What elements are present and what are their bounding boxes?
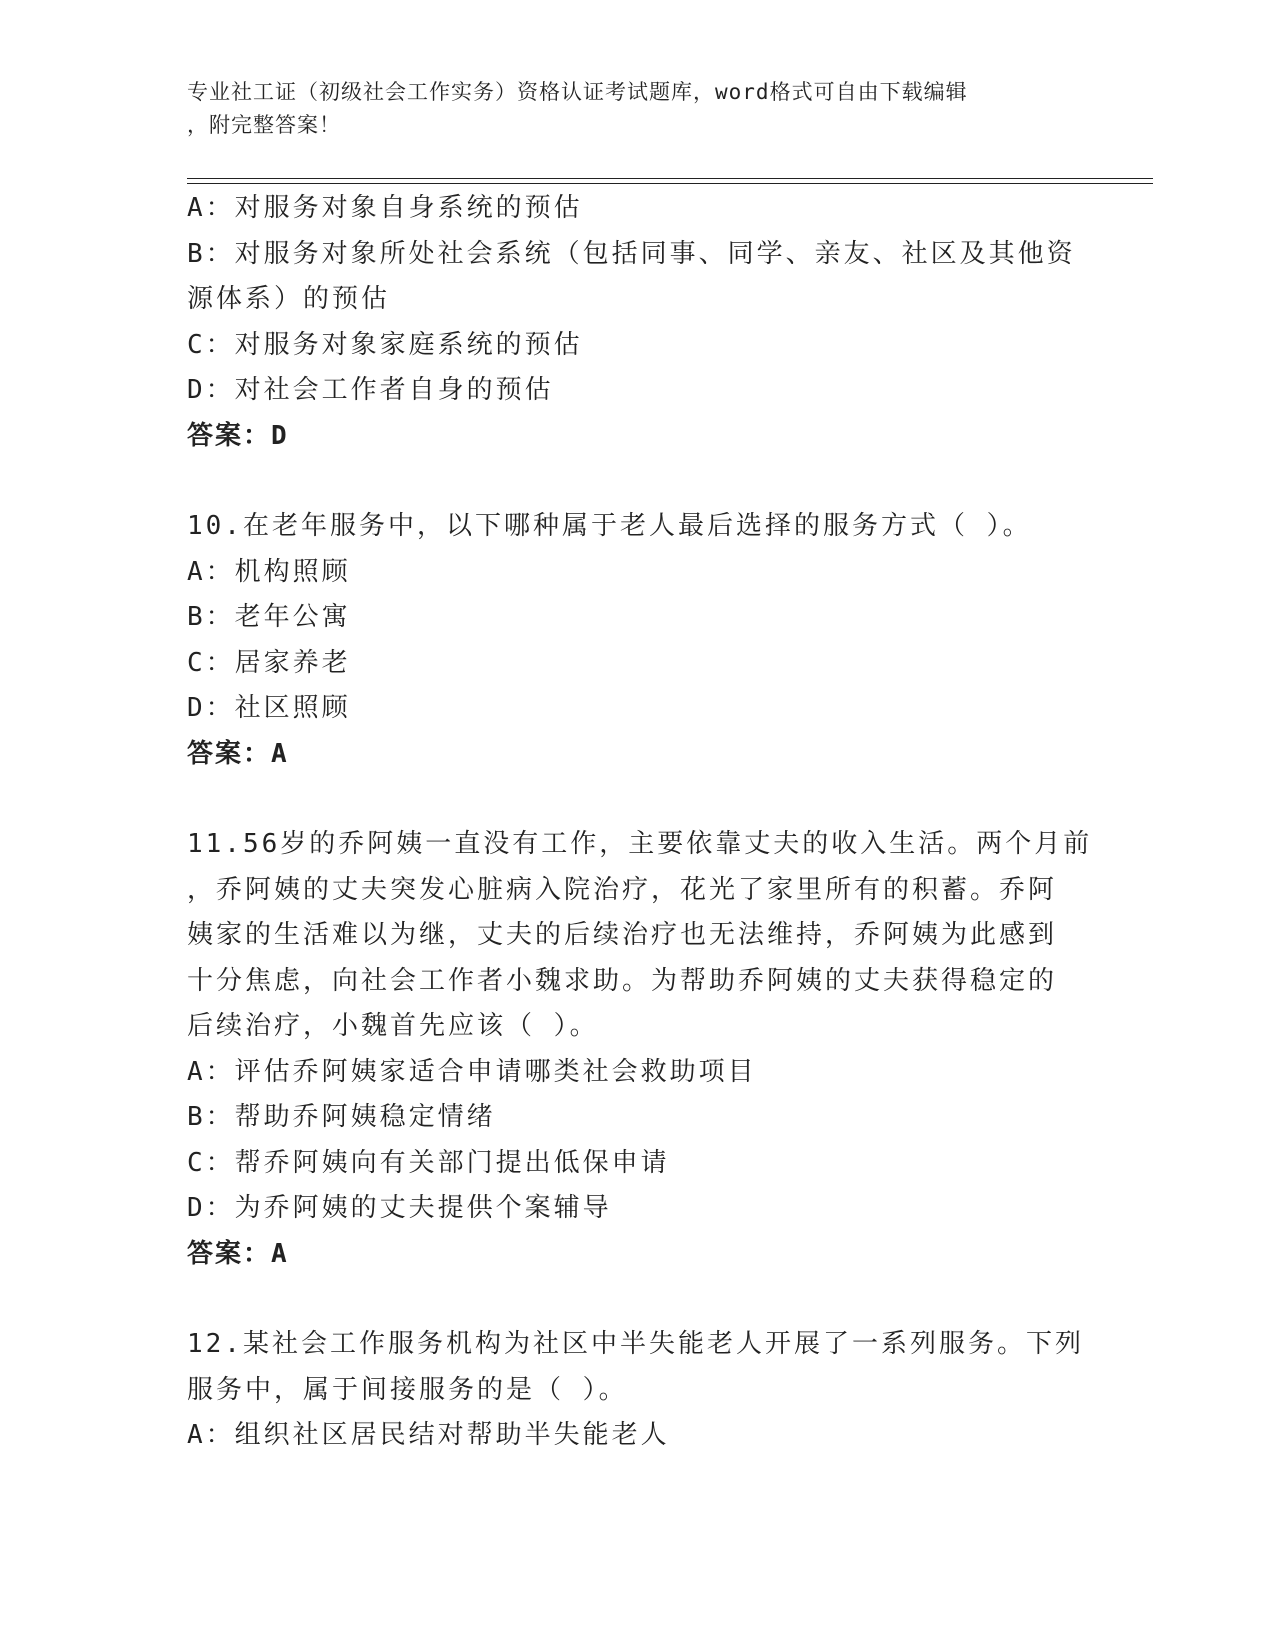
header-divider-bottom <box>187 183 1153 184</box>
option-b: B：帮助乔阿姨稳定情绪 <box>187 1102 496 1132</box>
document-header <box>187 76 1067 142</box>
question-stem-line: 十分焦虑，向社会工作者小魏求助。为帮助乔阿姨的丈夫获得稳定的 <box>187 965 1058 996</box>
option-a: A：机构照顾 <box>187 556 351 587</box>
option-d: D：对社会工作者自身的预估 <box>187 375 554 405</box>
option-b: B：对服务对象所处社会系统（包括同事、同学、亲友、社区及其他资 <box>187 238 1076 269</box>
option-c: C：对服务对象家庭系统的预估 <box>187 329 583 360</box>
answer: 答案：A <box>187 1238 289 1269</box>
question-stem: 10.在老年服务中，以下哪种属于老人最后选择的服务方式（ ）。 <box>187 511 1032 541</box>
spacer <box>187 777 1087 822</box>
question-stem-line: 后续治疗，小魏首先应该（ ）。 <box>187 1011 599 1041</box>
option-c: C：帮乔阿姨向有关部门提出低保申请 <box>187 1147 670 1178</box>
question-12 <box>187 1322 1087 1459</box>
option-b-continued: 源体系）的预估 <box>187 284 391 314</box>
option-b: B：老年公寓 <box>187 602 351 632</box>
option-a: A：组织社区居民结对帮助半失能老人 <box>187 1420 670 1450</box>
question-stem-line: 12.某社会工作服务机构为社区中半失能老人开展了一系列服务。下列 <box>187 1329 1084 1359</box>
option-d: D：社区照顾 <box>187 693 351 723</box>
header-line-1: 专业社工证（初级社会工作实务）资格认证考试题库，word格式可自由下载编辑 <box>187 80 968 104</box>
spacer <box>187 1277 1087 1322</box>
option-c: C：居家养老 <box>187 647 351 678</box>
question-stem-line: ，乔阿姨的丈夫突发心脏病入院治疗，花光了家里所有的积蓄。乔阿 <box>187 874 1058 905</box>
question-stem-line: 11.56岁的乔阿姨一直没有工作，主要依靠丈夫的收入生活。两个月前 <box>187 829 1093 859</box>
option-d: D：为乔阿姨的丈夫提供个案辅导 <box>187 1193 612 1223</box>
option-a: A：评估乔阿姨家适合申请哪类社会救助项目 <box>187 1056 757 1087</box>
option-a: A：对服务对象自身系统的预估 <box>187 193 583 223</box>
spacer <box>187 459 1087 504</box>
question-content <box>187 186 1093 1459</box>
header-line-2: ，附完整答案！ <box>187 113 341 137</box>
question-stem-line: 姨家的生活难以为继，丈夫的后续治疗也无法维持，乔阿姨为此感到 <box>187 920 1058 950</box>
question-10 <box>187 504 1087 777</box>
question-stem-line: 服务中，属于间接服务的是（ ）。 <box>187 1374 628 1405</box>
answer: 答案：D <box>187 420 289 451</box>
question-11 <box>187 822 1093 1277</box>
header-divider-top <box>187 178 1153 179</box>
answer: 答案：A <box>187 738 289 769</box>
question-9-tail <box>187 186 1087 459</box>
